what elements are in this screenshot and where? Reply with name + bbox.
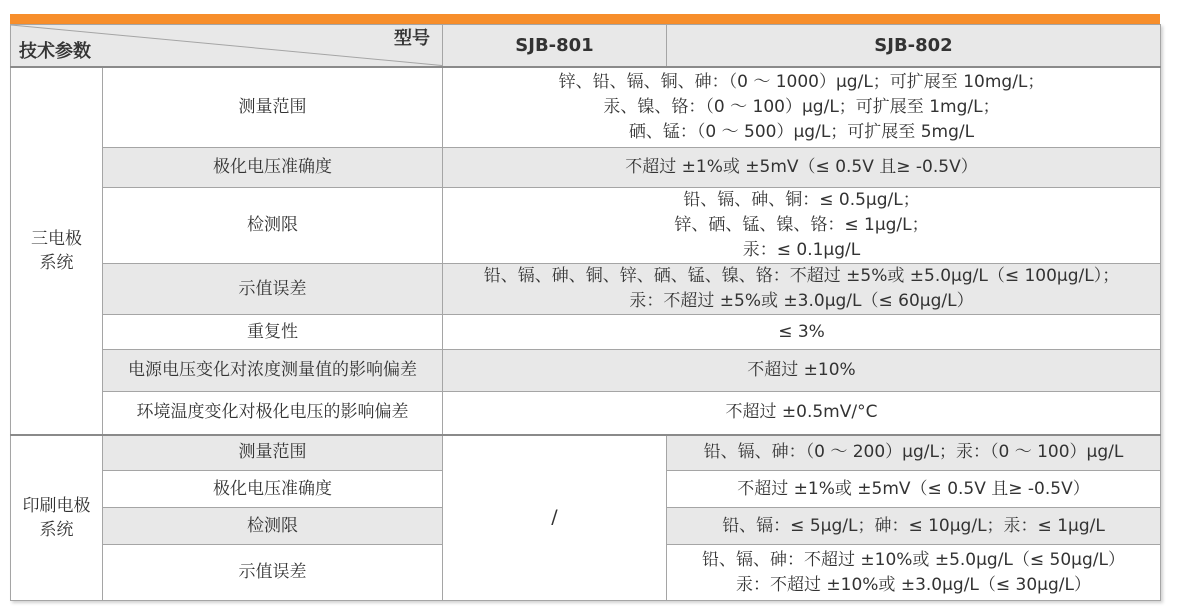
table-row-measure-range — [11, 67, 1161, 148]
header-model-sjb801: SJB-801 — [443, 25, 667, 67]
param-value: 不超过 ±0.5mV/°C — [443, 392, 1161, 435]
table-header-row — [11, 25, 1161, 67]
param-value: 不超过 ±1%或 ±5mV（≤ 0.5V 且≥ -0.5V） — [443, 148, 1161, 188]
group-label-printed-electrode-system: 印刷电极 系统 — [11, 435, 103, 601]
header-model-sjb802: SJB-802 — [667, 25, 1161, 67]
param-label: 测量范围 — [103, 435, 443, 471]
param-label: 极化电压准确度 — [103, 471, 443, 508]
param-value: 不超过 ±1%或 ±5mV（≤ 0.5V 且≥ -0.5V） — [667, 471, 1161, 508]
param-value: 铅、镉：≤ 5μg/L；砷：≤ 10μg/L；汞：≤ 1μg/L — [667, 508, 1161, 545]
group-label-three-electrode-system: 三电极 系统 — [11, 67, 103, 435]
param-label: 重复性 — [103, 315, 443, 350]
spec-table — [10, 24, 1161, 601]
param-label: 测量范围 — [103, 67, 443, 148]
param-label: 环境温度变化对极化电压的影响偏差 — [103, 392, 443, 435]
param-value: 铅、镉、砷、铜、锌、硒、锰、镍、铬：不超过 ±5%或 ±5.0μg/L（≤ 100μg/L）； 汞：不超过 ±5%或 ±3.0μg/L（≤ 60μg/L） — [443, 264, 1161, 315]
param-value: 铅、镉、砷：（0 ～ 200）μg/L；汞：（0 ～ 100）μg/L — [667, 435, 1161, 471]
param-label: 检测限 — [103, 188, 443, 264]
param-label: 检测限 — [103, 508, 443, 545]
header-corner-cell — [11, 25, 443, 67]
table-row-supply-voltage-deviation — [11, 350, 1161, 392]
accent-bar — [10, 14, 1160, 24]
param-value: 铅、镉、砷：不超过 ±10%或 ±5.0μg/L（≤ 50μg/L） 汞：不超过 ±10%或 ±3.0μg/L（≤ 30μg/L） — [667, 545, 1161, 601]
param-value: 不超过 ±10% — [443, 350, 1161, 392]
table-row-polarization-accuracy — [11, 148, 1161, 188]
table-row-repeatability — [11, 315, 1161, 350]
header-model-label: 型号 — [394, 28, 430, 49]
param-value: 铅、镉、砷、铜：≤ 0.5μg/L； 锌、硒、锰、镍、铬：≤ 1μg/L； 汞：≤ 0.1μg/L — [443, 188, 1161, 264]
param-value: ≤ 3% — [443, 315, 1161, 350]
sjb801-not-applicable-value: / — [443, 435, 667, 601]
param-label: 示值误差 — [103, 545, 443, 601]
table-row-indication-error — [11, 264, 1161, 315]
table-row-ambient-temp-deviation — [11, 392, 1161, 435]
param-label: 极化电压准确度 — [103, 148, 443, 188]
table-row-detection-limit — [11, 188, 1161, 264]
table-row-measure-range-printed — [11, 435, 1161, 471]
header-tech-params-label: 技术参数 — [19, 40, 91, 62]
param-label: 电源电压变化对浓度测量值的影响偏差 — [103, 350, 443, 392]
param-value: 锌、铅、镉、铜、砷：（0 ～ 1000）μg/L；可扩展至 10mg/L； 汞、镍、铬：（0 ～ 100）μg/L；可扩展至 1mg/L； 硒、锰：（0 ～ 500）μg/L；可扩展至 5mg/L — [443, 67, 1161, 148]
param-label: 示值误差 — [103, 264, 443, 315]
